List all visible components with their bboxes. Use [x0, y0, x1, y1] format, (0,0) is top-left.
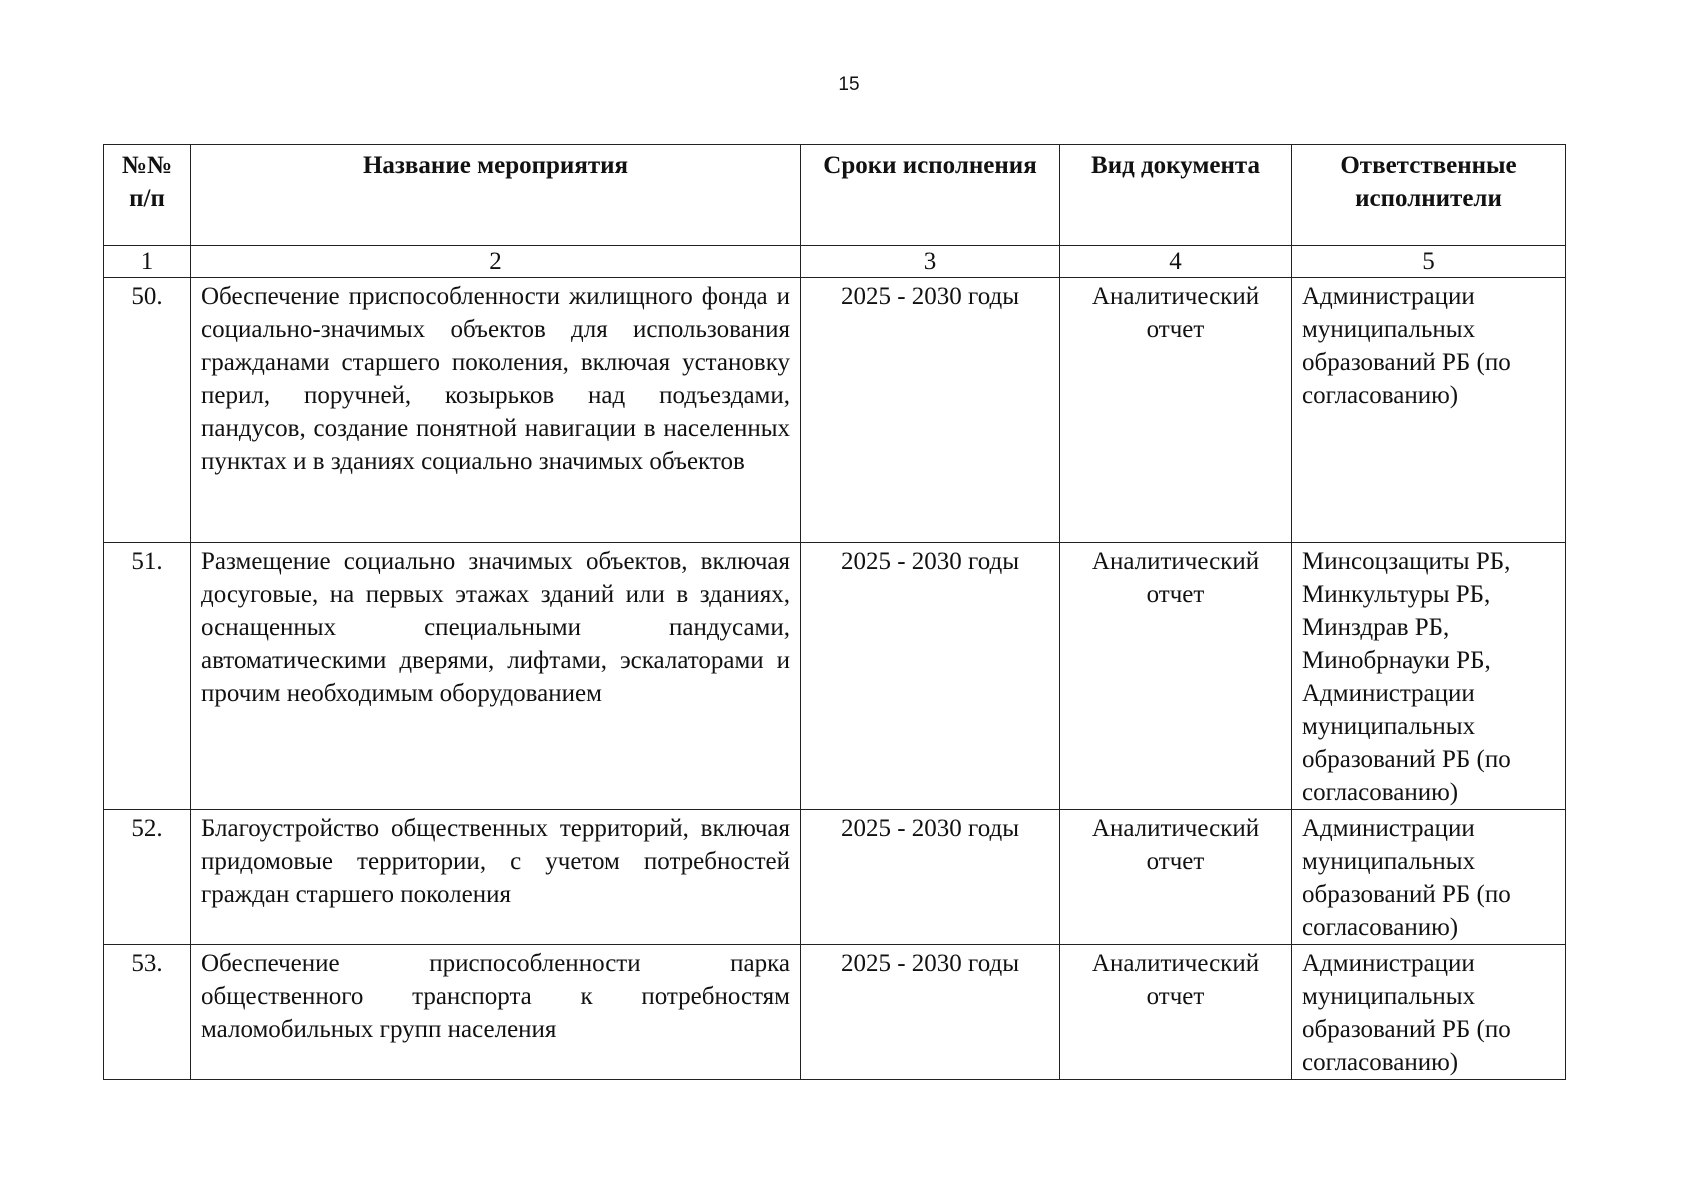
measure-term: 2025 - 2030 годы: [801, 278, 1060, 543]
column-number: 5: [1292, 246, 1566, 278]
column-number: 1: [104, 246, 191, 278]
header-num: №№ п/п: [104, 145, 191, 246]
row-number: 50.: [104, 278, 191, 543]
column-number: 4: [1060, 246, 1292, 278]
row-number: 52.: [104, 810, 191, 945]
responsible-executors: Администрации муниципальных образований РБ (по согласованию): [1292, 945, 1566, 1080]
table-row: [104, 278, 1566, 543]
header-name: Название мероприятия: [191, 145, 801, 246]
page-number: 15: [838, 74, 860, 95]
document-type: Аналитический отчет: [1060, 278, 1292, 543]
measure-name: Обеспечение приспособленности парка общественного транспорта к потребностям маломобильных групп населения: [191, 945, 801, 1080]
document-type: Аналитический отчет: [1060, 543, 1292, 810]
header-term: Сроки исполнения: [801, 145, 1060, 246]
measures-table: [103, 144, 1566, 1080]
measure-term: 2025 - 2030 годы: [801, 543, 1060, 810]
table-header-row: [104, 145, 1566, 246]
measure-name: Благоустройство общественных территорий, включая придомовые территории, с учетом потребностей граждан старшего поколения: [191, 810, 801, 945]
column-numbers-row: [104, 246, 1566, 278]
column-number: 2: [191, 246, 801, 278]
row-number: 53.: [104, 945, 191, 1080]
responsible-executors: Администрации муниципальных образований РБ (по согласованию): [1292, 810, 1566, 945]
table-row: [104, 543, 1566, 810]
document-type: Аналитический отчет: [1060, 945, 1292, 1080]
table-row: [104, 945, 1566, 1080]
responsible-executors: Администрации муниципальных образований РБ (по согласованию): [1292, 278, 1566, 543]
measure-name: Обеспечение приспособленности жилищного фонда и социально-значимых объектов для использования гражданами старшего поколения, включая установку перил, поручней, козырьков над подъездами, пандусов, создание понятной навигации в населенных пунктах и в зданиях социально значимых объектов: [191, 278, 801, 543]
header-resp: Ответственные исполнители: [1292, 145, 1566, 246]
header-doc: Вид документа: [1060, 145, 1292, 246]
measure-term: 2025 - 2030 годы: [801, 810, 1060, 945]
responsible-executors: Минсоцзащиты РБ, Минкультуры РБ, Минздрав РБ, Минобрнауки РБ, Администрации муниципальных образований РБ (по согласованию): [1292, 543, 1566, 810]
document-type: Аналитический отчет: [1060, 810, 1292, 945]
measure-name: Размещение социально значимых объектов, включая досуговые, на первых этажах зданий или в зданиях, оснащенных специальными пандусами, автоматическими дверями, лифтами, эскалаторами и прочим необходимым оборудованием: [191, 543, 801, 810]
table-row: [104, 810, 1566, 945]
row-number: 51.: [104, 543, 191, 810]
measure-term: 2025 - 2030 годы: [801, 945, 1060, 1080]
column-number: 3: [801, 246, 1060, 278]
